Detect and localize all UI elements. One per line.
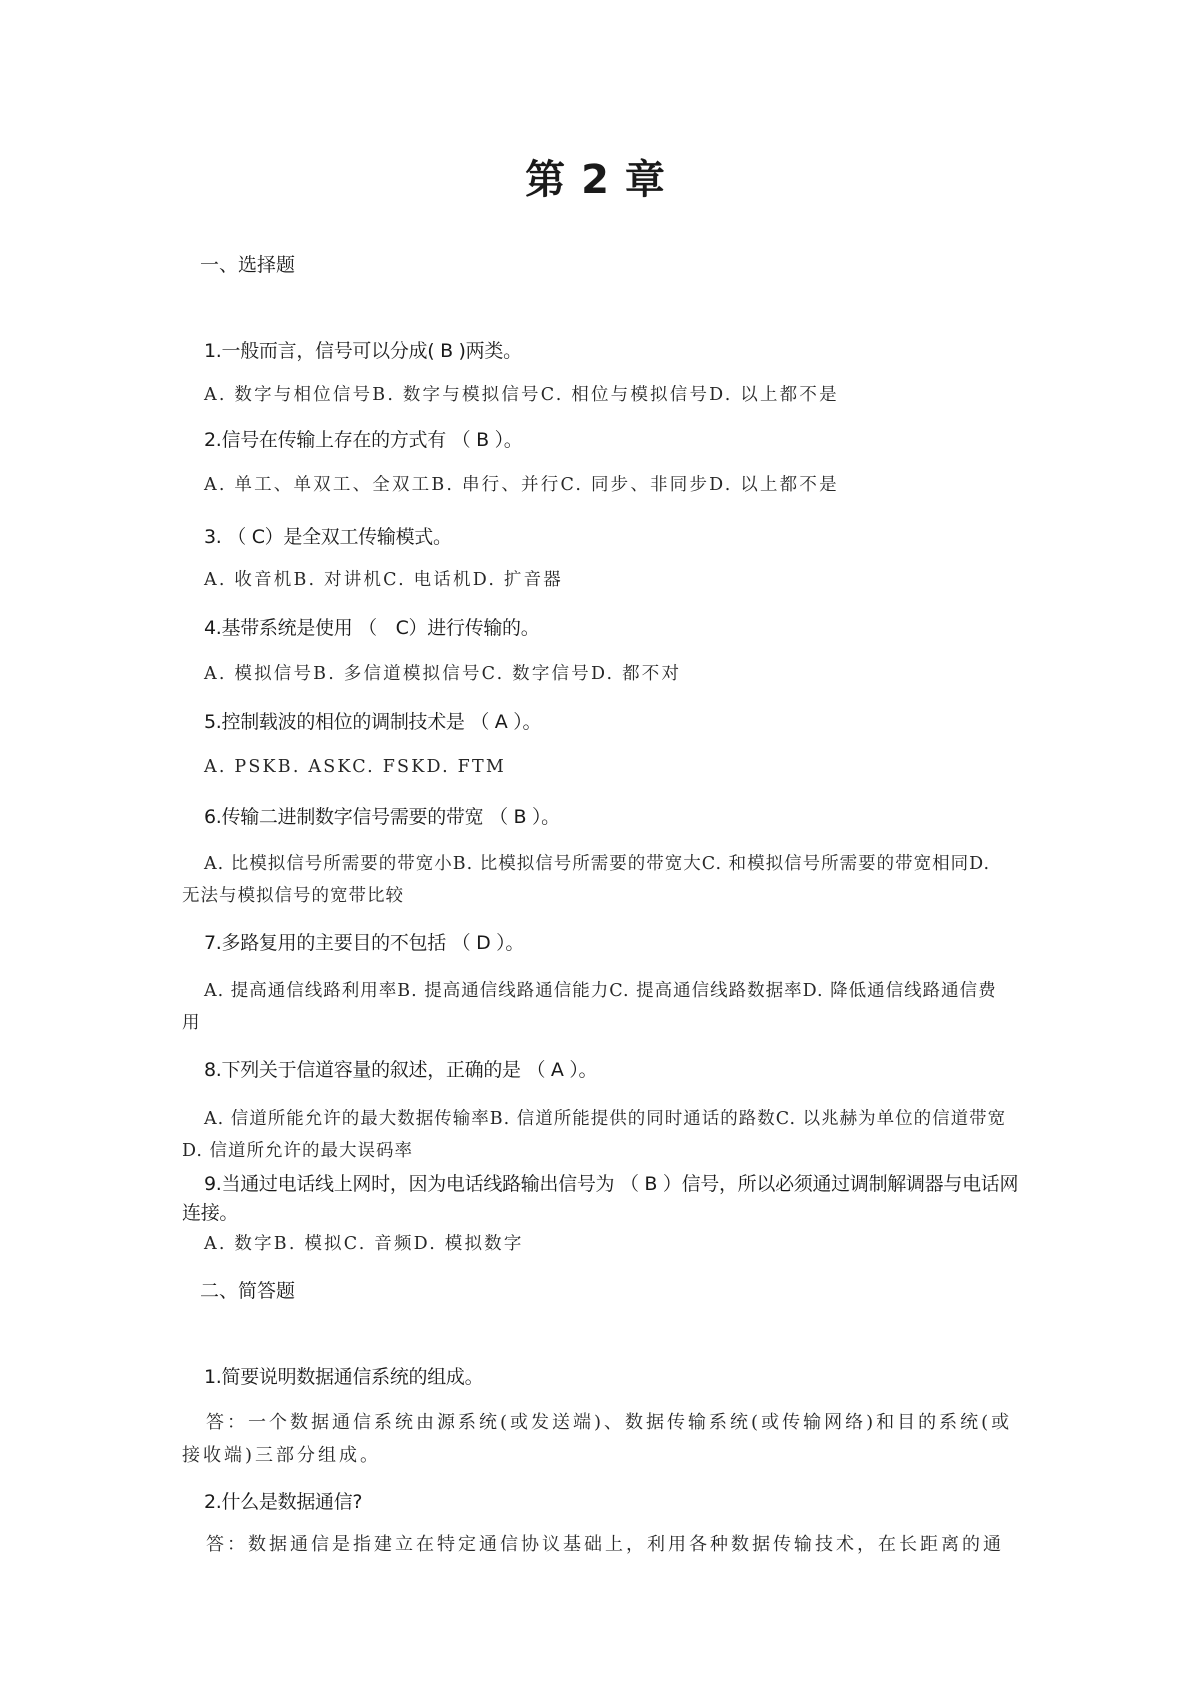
options-2: A. 单工、单双工、全双工B. 串行、并行C. 同步、非同步D. 以上都不是 bbox=[204, 475, 839, 495]
question-6: 6.传输二进制数字信号需要的带宽 （ B ）。 bbox=[204, 806, 560, 828]
question-9: 9.当通过电话线上网时，因为电话线路输出信号为 （ B ）信号，所以必须通过调制解调器与电话网连接。 bbox=[182, 1173, 1019, 1224]
question-3: 3. （ C）是全双工传输模式。 bbox=[204, 526, 452, 548]
question-1: 1.一般而言，信号可以分成( B )两类。 bbox=[204, 340, 522, 362]
question-4: 4.基带系统是使用 （ C）进行传输的。 bbox=[204, 617, 540, 639]
section-heading-choice: 一、选择题 bbox=[200, 254, 296, 276]
options-7: A. 提高通信线路利用率B. 提高通信线路通信能力C. 提高通信线路数据率D. 降低通信线路通信费用 bbox=[182, 981, 997, 1033]
options-8: A. 信道所能允许的最大数据传输率B. 信道所能提供的同时通话的路数C. 以兆赫为单位的信道带宽D. 信道所允许的最大误码率 bbox=[182, 1109, 1007, 1161]
short-answer-2: 答：数据通信是指建立在特定通信协议基础上，利用各种数据传输技术，在长距离的通 bbox=[206, 1534, 1004, 1555]
section-heading-short-answer: 二、简答题 bbox=[200, 1280, 296, 1302]
question-5: 5.控制载波的相位的调制技术是 （ A ）。 bbox=[204, 711, 542, 733]
options-6: A. 比模拟信号所需要的带宽小B. 比模拟信号所需要的带宽大C. 和模拟信号所需要的带宽相同D. 无法与模拟信号的宽带比较 bbox=[182, 854, 991, 906]
question-8: 8.下列关于信道容量的叙述，正确的是 （ A ）。 bbox=[204, 1059, 598, 1081]
options-5: A. PSKB. ASKC. FSKD. FTM bbox=[204, 757, 506, 777]
short-question-1: 1.简要说明数据通信系统的组成。 bbox=[204, 1366, 484, 1388]
options-9: A. 数字B. 模拟C. 音频D. 模拟数字 bbox=[204, 1234, 524, 1254]
options-1: A. 数字与相位信号B. 数字与模拟信号C. 相位与模拟信号D. 以上都不是 bbox=[204, 385, 839, 405]
short-answer-1: 答：一个数据通信系统由源系统(或发送端)、数据传输系统(或传输网络)和目的系统(或接收端)三部分组成。 bbox=[182, 1412, 1013, 1466]
question-2: 2.信号在传输上存在的方式有 （ B ）。 bbox=[204, 429, 523, 451]
question-7: 7.多路复用的主要目的不包括 （ D ）。 bbox=[204, 932, 525, 954]
short-question-2: 2.什么是数据通信? bbox=[204, 1491, 363, 1513]
options-3: A. 收音机B. 对讲机C. 电话机D. 扩音器 bbox=[204, 570, 563, 590]
options-4: A. 模拟信号B. 多信道模拟信号C. 数字信号D. 都不对 bbox=[204, 664, 682, 684]
chapter-title: 第 2 章 bbox=[525, 157, 666, 203]
